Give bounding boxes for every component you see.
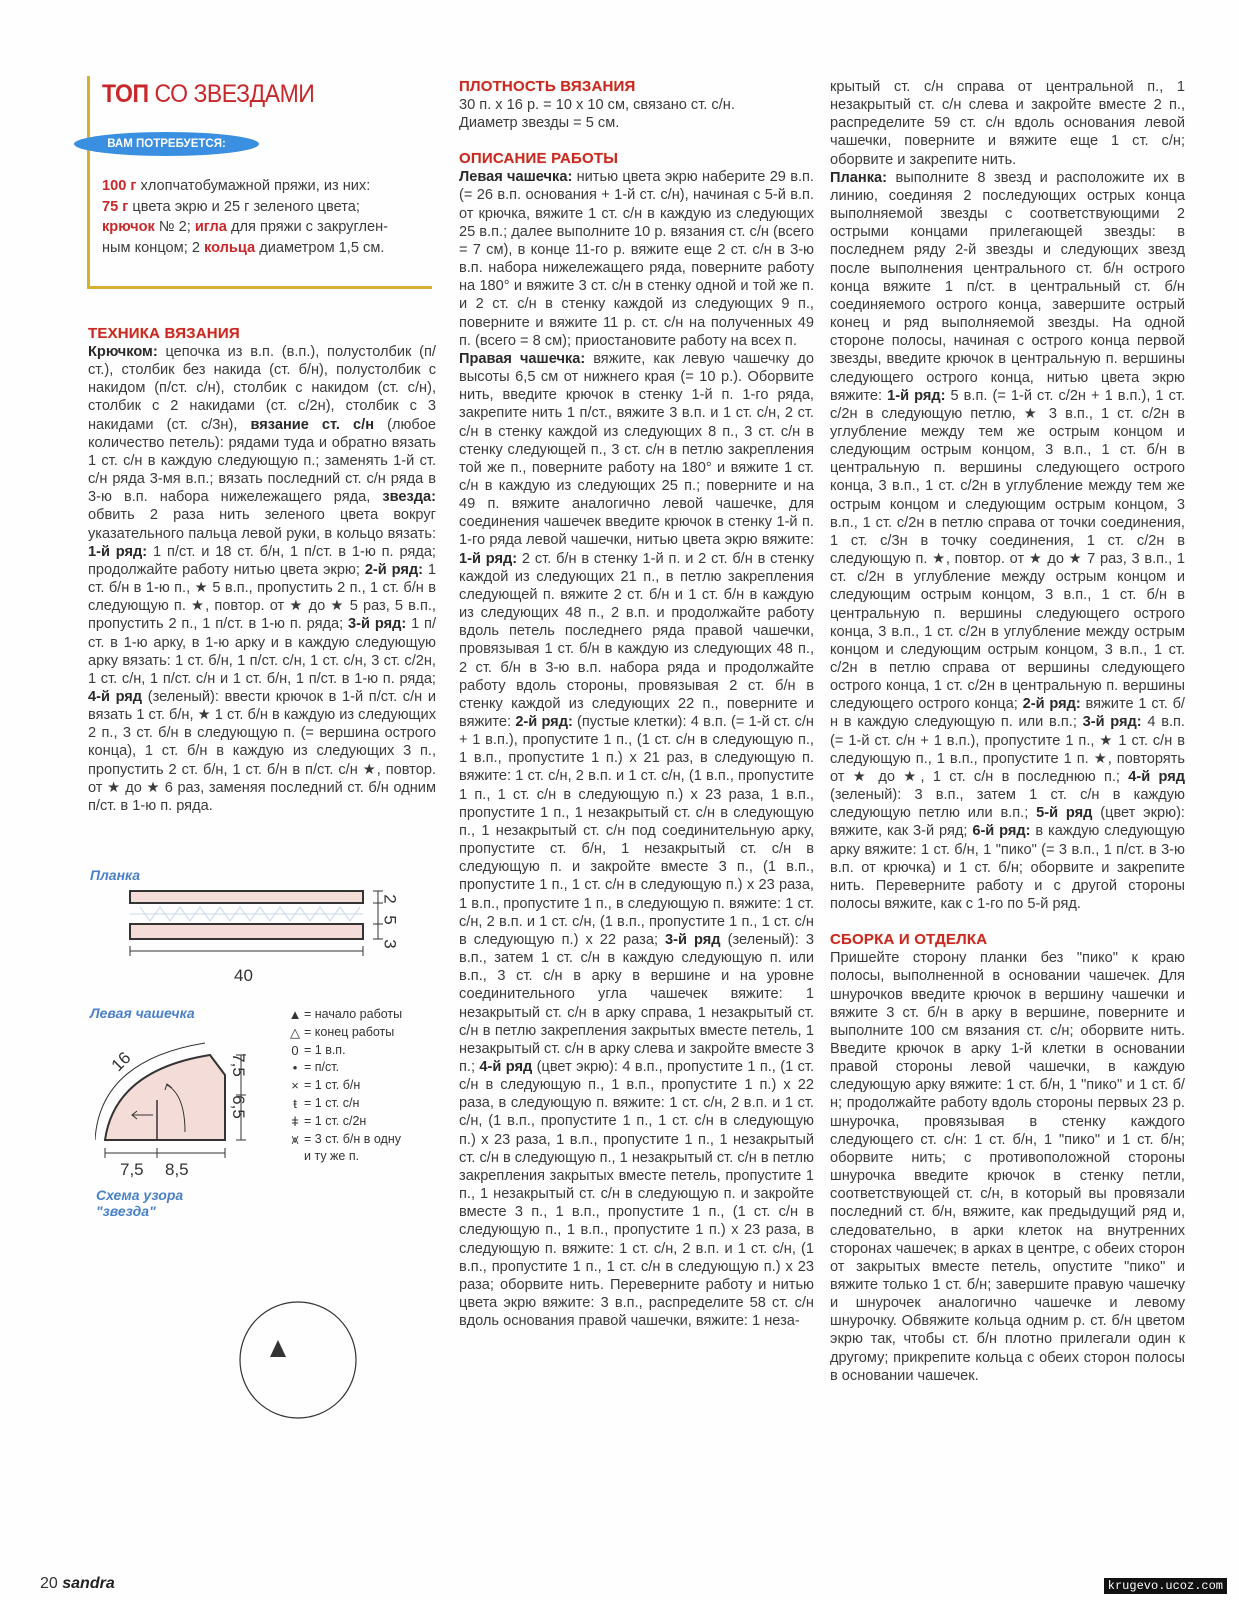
- double-crochet-icon: ŧ: [293, 1095, 297, 1111]
- legend-item: △ = конец работы: [286, 1024, 402, 1042]
- page-number: 20: [40, 1575, 58, 1592]
- planka-height-label: 5: [380, 915, 400, 925]
- planka-stars-strip: [130, 907, 363, 921]
- material-line: 100 г хлопчатобумажной пряжи, из них:: [102, 178, 371, 194]
- left-cup-diagram-label: Левая чашечка: [90, 1005, 195, 1021]
- legend-item: × = 1 ст. б/н: [286, 1077, 402, 1095]
- three-sc-same-stitch-icon: ⩙: [291, 1131, 299, 1147]
- technique-text: Крючком: цепочка из в.п. (в.п.), полустолбик (п/ст.), столбик без накида (ст. б/н), полустолбик с накидом (п/ст. с/н), столбик с накидом (ст. с/н), столбик с 2 накидами (ст. с/2н), столбик с 3 накидами (ст. с/3н), вязание ст. с/н (любое количество петель): рядами туда и обратно вязать 1 ст. с/н в каждую следующую п.; заменять 1-й ст. с/н ряда 3-мя в.п.; вязать последний ст. с/н ряда в 3-ю в.п. набора нижележащего ряда, звезда: обвить 2 раза нить зеленого цвета вокруг указательного пальца левой руки, в кольцо вязать: 1-й ряд: 1 п/ст. и 18 ст. б/н, 1 п/ст. в 1-ю п. ряда; продолжайте работу нитью цвета экрю; 2-й ряд: 1 ст. б/н в 1-ю п., ★ 5 в.п., пропустить 2 п., 1 ст. б/н в следующую п. ★, повтор. от ★ до ★ 5 раз, 5 в.п., пропустить 2 п., 1 п/ст. в 1-ю п. ряда; 3-й ряд: 1 п/ст. в 1-ю арку, в 1-ю арку и в каждую следующую арку вязать: 1 ст. б/н, 1 п/ст. с/н, 1 ст. с/н, 3 ст. с/2н, 1 ст. с/н, 1 п/ст. с/н и 1 ст. б/н, 1 п/ст. в 1-ю п. ряда; 4-й ряд (зеленый): ввести крючок в 1-й п/ст. с/н и вязать 1 ст. б/н, ★ 1 ст. б/н в каждую из следующих 2 п., 3 ст. б/н в следующую п. (= вершина острого конца), 1 ст. б/н в каждую из следующих 3 п., пропустить 2 ст. б/н, 1 ст. б/н в п/ст. с/н ★, повтор. от ★ до ★ 6 раз, заменяя последний ст. б/н одним п/ст. в 1-ю п. ряда.: [88, 344, 436, 814]
- assembly-text: Пришейте сторону планки без "пико" к краю полосы, выполненной в основании чашечек. Для шнурочков введите крючок в вершину чашечки и вяжите 3 ст. б/н в арку в вершине, поверните и выполните 100 см вязания ст. с/н; оборвите нить. Введите крючок в арку 1-й клетки в основании правой стороны левой чашечки, в каждую следующую арку вяжите: 1 ст. б/н, 1 "пико" и 1 ст. б/н; продолжайте работу вдоль стороны первых 23 р. шнурочка, провязывая в стенку каждого следующего ст. с/н: 1 ст. б/н, 1 "пико" и 1 ст. б/н; оборвите нить; с противоположной стороны шнурочка введите крючок в стенку петли, соответствующей ст. с/н, в который вы провязали последний ст. б/н, вяжите, как предыдущий ряд и, следовательно, в арки клеток на внутренних сторонах чашечек; в арках в центре, с обеих сторон от закрытых вместе петель, опустите "пико" и вяжите только 1 ст. б/н; завершите правую чашечку и шнурочек аналогично чашечке и левому шнурочку. Обвяжите кольца одним р. ст. б/н цветом экрю так, чтобы ст. б/н плотно прилегали один к другому; прикрепите кольца с обеих сторон полосы в основании чашечек.: [830, 950, 1185, 1384]
- column-description: [459, 78, 814, 1330]
- chain-oval-icon: 0: [291, 1042, 299, 1058]
- material-line: крючок № 2; игла для пряжи с закруглен-: [102, 219, 389, 236]
- legend-item: ŧ = 1 ст. с/н: [286, 1095, 402, 1113]
- column-continued: [830, 78, 1185, 1385]
- start-triangle-icon: ▲: [288, 1007, 302, 1022]
- planka-height-label: 2: [380, 894, 400, 904]
- star-diagram-label: Схема узора "звезда": [96, 1187, 184, 1219]
- section-heading-technique: ТЕХНИКА ВЯЗАНИЯ: [88, 325, 240, 342]
- gauge-text: 30 п. х 16 р. = 10 х 10 см, связано ст. с/н. Диаметр звезды = 5 см.: [459, 97, 735, 132]
- legend-item: ⩙ = 3 ст. б/н в одну: [286, 1131, 402, 1149]
- planka-width-line: [130, 946, 363, 956]
- page-title: ТОП СО ЗВЕЗДАМИ: [102, 80, 315, 108]
- planka-diagram: [120, 885, 410, 995]
- section-heading-work: ОПИСАНИЕ РАБОТЫ: [459, 150, 619, 168]
- legend-item: и ту же п.: [304, 1149, 360, 1164]
- section-heading-gauge: ПЛОТНОСТЬ ВЯЗАНИЯ: [459, 78, 636, 95]
- planka-width-label: 40: [234, 966, 253, 985]
- cup-width-label: 8,5: [165, 1160, 189, 1179]
- planka-top-band: [130, 891, 363, 903]
- end-triangle-icon: △: [290, 1024, 300, 1040]
- legend-item: • = п/ст.: [286, 1059, 402, 1077]
- cup-width-line: [105, 1148, 225, 1158]
- planka-diagram-label: Планка: [90, 867, 141, 883]
- cup-arc-label: 16: [107, 1048, 135, 1076]
- page-footer: [40, 1575, 115, 1593]
- work-description-text: Левая чашечка: нитью цвета экрю наберите 29 в.п. (= 26 в.п. основания + 1-й ст. с/н), начиная с 5-й в.п. от крючка, вяжите 1 ст. с/н в каждую из следующих 25 в.п.; далее выполните 10 р. вязания ст. с/н (всего = 7 см), в конце 11-го р. вяжите еще 2 ст. с/н в 3-ю в.п. набора нижележащего ряда, поверните работу на 180° и вяжите 3 ст. с/н в стенку одной и той же п. и 2 ст. с/н в стенку каждой из следующих 9 п., поверните и вяжите 11 р. ст. с/н на полученных 49 п. (всего = 8 см); приостановите работу на всех п. Правая чашечка: вяжите, как левую чашечку до высоты 6,5 см от нижнего края (= 10 р.). Оборвите нить, введите крючок в стенку 1-й п. 1-го ряда, закрепите нить 1 п/ст., вяжите 3 в.п. и 1 ст. с/н, 2 ст. с/н в стенку каждой из следующих 8 п., 3 ст. с/н в стенку следующей п., 3 ст. с/н в петлю закрепления той же п., поверните работу на 180° и вяжите 1 ст. с/н в каждую из следующих 25 п.; поверните и на 49 п. вяжите аналогично левой чашечке, для соединения чашечек введите крючок в стенку 1-й п. 1-го ряда левой чашечки, нитью цвета экрю вяжите: 1-й ряд: 2 ст. б/н в стенку 1-й п. и 2 ст. б/н в стенку каждой из следующих 21 п., в петлю закрепления следующей п. вяжите 2 ст. б/н и 1 ст. б/н в каждую из следующих 48 п., 2 в.п. и продолжайте работу вдоль петель последнего ряда правой чашечки, провязывая 1 ст. б/н в каждую из следующих 48 п., 2 ст. б/н в 3-ю в.п. набора ряда и продолжайте работу вдоль стороны, провязывая 2 ст. б/н в стенку каждой из следующих 22 п., поверните и вяжите: 2-й ряд: (пустые клетки): 4 в.п. (= 1-й ст. с/н + 1 в.п.), пропустите 1 п., (1 ст. с/н в следующую п., 1 в.п., пропустите 1 п.) х 21 раз, в следующую п. вяжите: 1 ст. с/н, 2 в.п. и 1 ст. с/н, (1 в.п., пропустите 1 п., 1 ст. с/н в следующую п.) х 23 раза, 1 в.п., пропустите 1 п., 1 незакрытый ст. с/н в следующую п., 1 незакрытый ст. с/н под соединительную арку, пропустите ст. б/н, 1 незакрытый ст. с/н в следующую п. и закройте вместе 3 п., (1 в.п., пропустите 1 п., 1 ст. с/н в следующую п.) х 23 раза, 1 в.п., пропустите 1 п., в следующую п. вяжите: 1 ст. с/н, 2 в.п. и 1 ст. с/н, (1 в.п., пропустите 1 п., 1 ст. с/н в следующую п.) х 22 раза; 3-й ряд (зеленый): 3 в.п., затем 1 ст. с/н в каждую следующую п. или в.п., 3 ст. с/н в арку в вершине и на уровне соединительного угла чашечек вяжите: 1 незакрытый ст. с/н в арку справа, 1 незакрытый ст. с/н в петлю закрепления закрытых вместе петель, 1 незакрытый ст. с/н в арку слева и закройте вместе 3 п.; 4-й ряд (цвет экрю): 4 в.п., пропустите 1 п., (1 ст. с/н в следующую п., 1 в.п., пропустите 1 п.) х 22 раза, в следующую п. вяжите: 1 ст. с/н, 2 в.п. и 1 ст. с/н, (1 в.п., пропустите 1 п., 1 ст. с/н в следующую п.) х 23 раза, 1 в.п., пропустите 1 п., 1 незакрытый ст. с/н в следующую п., 1 незакрытый ст. с/н в петлю закрепления закрытых вместе петель, пропустите 1 п., 1 незакрытый ст. с/н в следующую п. и закройте вместе 3 п., 1 в.п., пропустите 1 п., (1 ст. с/н в следующую п., 1 в.п., пропустите 1 п.) х 23 раза, в следующую п. вяжите: 1 ст. с/н, 2 в.п. и 1 ст. с/н, (1 в.п., пропустите 1 п., 1 ст. с/н в следующую п.) х 23 раза; оборвите нить. Переверните работу и нитью цвета экрю вяжите: 3 в.п., распределите 58 ст. с/н вдоль основания правой чашечки, вяжите: 1 неза-: [459, 169, 815, 1330]
- legend-item: 0 = 1 в.п.: [286, 1042, 402, 1060]
- materials-box: [87, 76, 432, 289]
- treble-crochet-icon: ǂ: [291, 1113, 299, 1129]
- section-heading-assembly: СБОРКА И ОТДЕЛКА: [830, 931, 988, 949]
- slip-dot-icon: •: [292, 1060, 298, 1076]
- cup-height-label: 7,5: [228, 1053, 248, 1077]
- site-watermark: krugevo.ucoz.com: [1104, 1578, 1227, 1594]
- column-technique: [88, 325, 436, 815]
- cup-height-label: 6,5: [228, 1095, 248, 1119]
- magazine-logo: sandra: [62, 1575, 115, 1592]
- continued-text: крытый ст. с/н справа от центральной п., 1 незакрытый ст. с/н слева и закройте вместе 2 п., распределите 59 ст. с/н вдоль основания левой чашечки, поверните и вяжите еще 1 ст. с/н; оборвите и закрепите нить. Планка: выполните 8 звезд и расположите их в линию, соединяя 2 последующих острых конца выполняемой звезды с соответствующими 2 острыми концами прилегающей звезды: в последнем ряду 2-й звезды и следующих звезд после выполнения центрального ст. б/н острого конца вяжите 1 п/ст. в центральный ст. б/н соединяемого острого конца, завершите острый конец и ряд выполняемой звезды. На одной стороне полосы, начиная с острого конца первой звезды, введите крючок в центральную п. вершины следующего острого конца, нитью цвета экрю вяжите: 1-й ряд: 5 в.п. (= 1-й ст. с/2н + 1 в.п.), 1 ст. с/2н в следующую петлю, ★ 3 в.п., 1 ст. с/2н в углубление между тем же острым концом и следующим острым концом, 3 в.п., 1 ст. б/н в центральную п. вершины следующего острого конца, 3 в.п., 1 ст. с/2н в углубление между тем же острым концом и следующим острым концом, 3 в.п., 1 ст. с/2н в петлю справа от точки соединения, 1 ст. с/3н в точку соединения, 1 ст. с/2н в следующую п. ★, повтор. от ★ до ★ 7 раз, 3 в.п., 1 ст. с/2н в углубление между острым концом и следующим острым концом, 3 в.п., 1 ст. б/н в центральную п. вершины следующего острого конца, 3 в.п., 1 ст. с/2н в углубление между острым концом и следующим острым концом, 3 в.п., 1 ст. с/2н в петлю справа от вершины следующего острого конца, 1 ст. с/2н в центральную п. вершины следующего острого конца; 2-й ряд: вяжите 1 ст. б/н в каждую следующую п. или в.п.; 3-й ряд: 4 в.п. (= 1-й ст. с/н + 1 в.п.), пропустите 1 п., ★ 1 ст. с/н в следующую п., 1 в.п., пропустите 1 п. ★, повторять от ★ до ★, 1 ст. с/н в последнюю п.; 4-й ряд (зеленый): 3 в.п., затем 1 ст. с/н в каждую следующую петлю или в.п.; 5-й ряд (цвет экрю): вяжите, как 3-й ряд; 6-й ряд: в каждую следующую арку вяжите: 1 ст. б/н, 1 "пико" (= 3 в.п., 1 п/ст. в 3-ю в.п. от крючка) и 1 ст. б/н; оборвите и закрепите нить. Переверните работу и с другой стороны полосы вяжите, как с 1-го по 5-й ряд.: [830, 79, 1185, 913]
- planka-height-label: 3: [380, 939, 400, 949]
- single-crochet-x-icon: ×: [291, 1078, 299, 1094]
- material-line: ным концом; 2 кольца диаметром 1,5 см.: [102, 240, 385, 257]
- star-chart-diagram: [150, 1210, 440, 1510]
- start-triangle-icon: [270, 1340, 286, 1357]
- material-line: 75 г цвета экрю и 25 г зеленого цвета;: [102, 198, 360, 215]
- legend-item: ▲ = начало работы: [286, 1006, 402, 1024]
- planka-bottom-band: [130, 924, 363, 939]
- center-ring: [240, 1302, 356, 1418]
- needs-badge: ВАМ ПОТРЕБУЕТСЯ:: [74, 132, 259, 156]
- symbol-legend: [286, 1006, 402, 1166]
- legend-item: ǂ = 1 ст. с/2н: [286, 1113, 402, 1131]
- materials-list: [102, 176, 422, 259]
- cup-width-label: 7,5: [120, 1160, 144, 1179]
